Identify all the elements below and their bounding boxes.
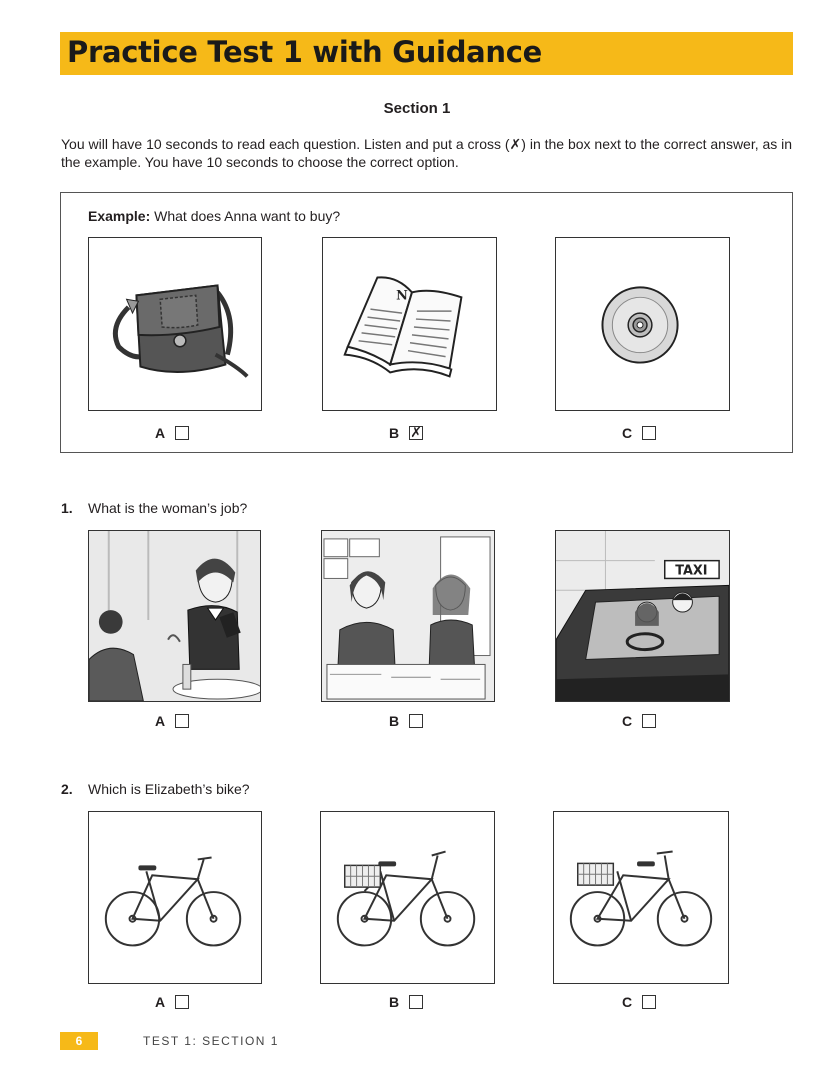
question-2-option-a <box>155 993 189 1011</box>
answer-checkbox[interactable] <box>175 995 189 1009</box>
answer-checkbox[interactable] <box>175 714 189 728</box>
answer-checkbox[interactable] <box>642 714 656 728</box>
answer-checkbox[interactable] <box>175 426 189 440</box>
question-2-option-c <box>622 993 656 1011</box>
answer-checkbox[interactable] <box>409 995 423 1009</box>
bicycle-icon <box>89 812 261 983</box>
option-letter: B <box>389 713 400 729</box>
question-1-option-a <box>155 712 189 730</box>
taxi-driver-icon <box>556 531 729 701</box>
example-option-b-picture <box>322 237 497 411</box>
option-letter: A <box>155 994 166 1010</box>
example-option-b <box>389 424 423 442</box>
answer-checkbox[interactable] <box>409 714 423 728</box>
section-heading: Section 1 <box>383 100 451 117</box>
example-option-c-picture <box>555 237 730 411</box>
answer-checkbox[interactable] <box>642 426 656 440</box>
instructions-text: You will have 10 seconds to read each question. Listen and put a cross (✗) in the box next to the correct answer, as in the example. You have 10 seconds to choose the correct option. <box>61 136 793 170</box>
open-book-icon <box>323 238 496 410</box>
handbag-icon <box>89 238 261 410</box>
option-letter: B <box>389 994 400 1010</box>
question-1-text: What is the woman’s job? <box>88 500 248 516</box>
example-question <box>88 208 340 224</box>
question-2-option-b <box>389 993 423 1011</box>
question-1-option-b <box>389 712 423 730</box>
option-letter: A <box>155 425 166 441</box>
option-letter: C <box>622 713 633 729</box>
newspaper-seller-icon <box>322 531 494 701</box>
page-number: 6 <box>60 1032 98 1050</box>
waitress-restaurant-icon <box>89 531 260 701</box>
question-1-option-c-picture <box>555 530 730 702</box>
footer-text: TEST 1: SECTION 1 <box>143 1034 279 1048</box>
svg-text:N: N <box>396 288 408 304</box>
taxi-sign: TAXI <box>675 563 708 579</box>
example-option-a <box>155 424 189 442</box>
example-option-a-picture <box>88 237 262 411</box>
bicycle-rear-basket-icon <box>321 812 494 983</box>
question-2-option-c-picture <box>553 811 729 984</box>
example-option-c <box>622 424 656 442</box>
answer-checkbox[interactable] <box>642 995 656 1009</box>
question-1-number: 1. <box>61 500 73 516</box>
question-2-option-b-picture <box>320 811 495 984</box>
question-1-option-c <box>622 712 656 730</box>
question-2-option-a-picture <box>88 811 262 984</box>
answer-mark: ✗ <box>410 424 422 440</box>
answer-checkbox[interactable] <box>409 426 423 440</box>
question-2-number: 2. <box>61 781 73 797</box>
question-1-option-b-picture <box>321 530 495 702</box>
example-label: Example: <box>88 208 151 224</box>
compact-disc-icon <box>556 238 729 410</box>
example-question-text: What does Anna want to buy? <box>154 208 341 224</box>
option-letter: A <box>155 713 166 729</box>
bicycle-front-basket-icon <box>554 812 728 983</box>
option-letter: C <box>622 425 633 441</box>
option-letter: B <box>389 425 400 441</box>
question-1-option-a-picture <box>88 530 261 702</box>
option-letter: C <box>622 994 633 1010</box>
title-bar <box>60 32 793 75</box>
page-title: Practice Test 1 with Guidance <box>67 35 543 69</box>
question-2-text: Which is Elizabeth’s bike? <box>88 781 250 797</box>
